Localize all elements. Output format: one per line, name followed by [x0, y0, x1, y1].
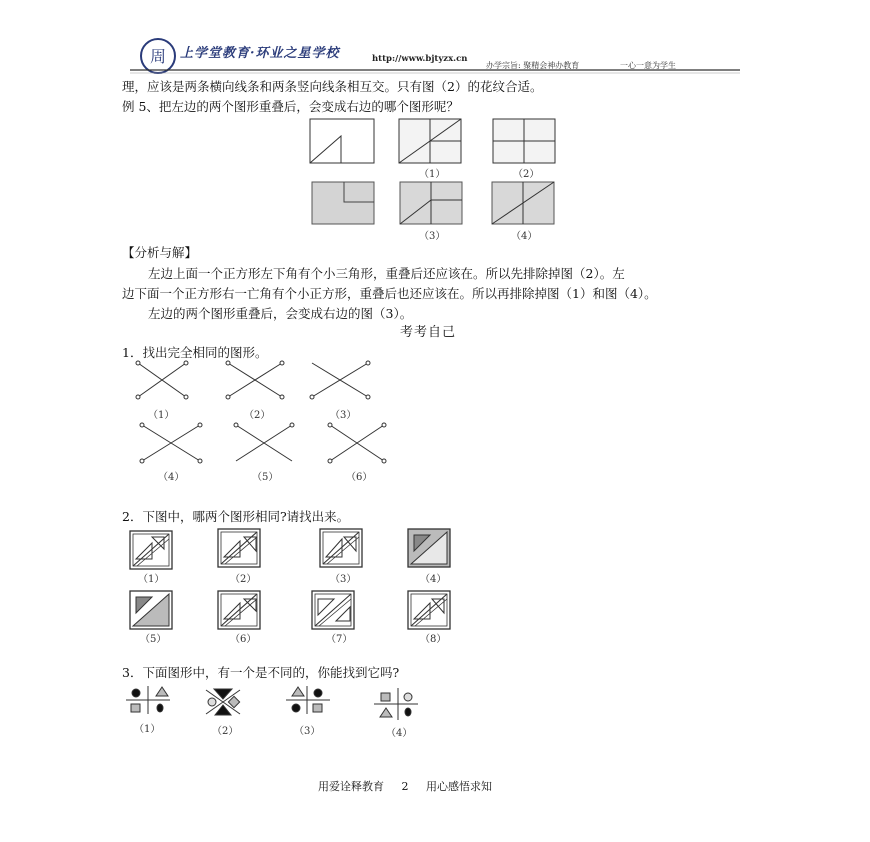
analysis-heading: 【分析与解】: [122, 245, 198, 260]
footer-right: 用心感悟求知: [426, 780, 492, 793]
header-motto-right: 一心一意为学生: [620, 61, 676, 70]
q1-label-2: （2）: [244, 410, 271, 421]
intro-line: 理，应该是两条横向线条和两条竖向线条相互交。只有图（2）的花纹合适。: [122, 79, 543, 94]
q1-figure-1: [136, 361, 188, 399]
q1-figure-6: [328, 423, 386, 463]
school-name: 上学堂教育·环业之星学校: [180, 46, 340, 61]
q1-label-4: （4）: [158, 472, 185, 483]
ex5-option-3-figure: [400, 182, 462, 224]
q3-label-1: （1）: [134, 724, 161, 735]
q2-figure-7: [312, 591, 354, 629]
q2-figure-2: [218, 529, 260, 567]
analysis-para1a: 左边上面一个正方形左下角有个小三角形，重叠后还应该在。所以先排除掉图（2）。左: [148, 266, 625, 281]
example5-question: 例 5、把左边的两个图形重叠后，会变成右边的哪个图形呢？: [122, 99, 459, 114]
ex5-label-3: （3）: [419, 231, 446, 242]
q1-label-6: （6）: [346, 472, 373, 483]
q2-figure-3: [320, 529, 362, 567]
q3-text: 3．下面图形中，有一个是不同的，你能找到它吗?: [122, 665, 400, 680]
q2-figure-5: [130, 591, 172, 629]
header-rule: [0, 66, 870, 76]
ex5-label-4: （4）: [511, 231, 538, 242]
q1-figure-4: [140, 423, 202, 463]
svg-text:周: 周: [149, 47, 167, 66]
q2-figure-1: [130, 531, 172, 569]
q2-label-8: （8）: [420, 634, 447, 645]
ex5-label-2: （2）: [513, 169, 540, 180]
q1-text: 1．找出完全相同的图形。: [122, 345, 268, 360]
q2-label-3: （3）: [330, 574, 357, 585]
section-title: 考考自己: [400, 325, 457, 340]
q3-figure-4: [374, 688, 418, 720]
q1-figure-3: [310, 361, 370, 399]
q2-figure-6: [218, 591, 260, 629]
q1-label-1: （1）: [148, 410, 175, 421]
footer-page-number: 2: [401, 780, 409, 793]
header-motto-left: 办学宗旨: 聚精会神办教育: [486, 61, 580, 70]
ex5-left-top-figure: [310, 119, 374, 163]
q2-label-1: （1）: [138, 574, 165, 585]
q2-label-4: （4）: [420, 574, 447, 585]
q1-label-5: （5）: [252, 472, 279, 483]
q1-figure-2: [226, 361, 284, 399]
q2-label-7: （7）: [326, 634, 353, 645]
q3-label-3: （3）: [294, 726, 321, 737]
ex5-option-4-figure: [492, 182, 554, 224]
q3-figure-1: [126, 686, 170, 714]
q3-figure-2: [206, 689, 240, 715]
q3-figure-3: [286, 686, 330, 714]
q2-label-2: （2）: [230, 574, 257, 585]
q1-figures: [0, 355, 870, 485]
footer-left: 用爱诠释教育: [318, 780, 384, 793]
ex5-label-1: （1）: [419, 169, 446, 180]
ex5-option-1-figure: [399, 119, 461, 163]
header-url: http://www.bjtyzx.cn: [372, 54, 468, 64]
q2-text: 2．下图中，哪两个图形相同?请找出来。: [122, 509, 350, 524]
ex5-left-bottom-figure: [312, 182, 374, 224]
q2-label-5: （5）: [140, 634, 167, 645]
page-footer: [318, 778, 492, 794]
ex5-option-2-figure: [493, 119, 555, 163]
analysis-para2: 左边的两个图形重叠后，会变成右边的图（3）。: [148, 306, 413, 321]
q3-label-4: （4）: [386, 728, 413, 739]
q3-label-2: （2）: [212, 726, 239, 737]
q2-label-6: （6）: [230, 634, 257, 645]
q1-figure-5: [234, 423, 294, 461]
q2-figure-4: [408, 529, 450, 567]
analysis-para1b: 边下面一个正方形右一亡角有个小正方形，重叠后也还应该在。所以再排除掉图（1）和图（4）。: [122, 286, 657, 301]
q3-figures: [0, 684, 870, 744]
q2-figure-8: [408, 591, 450, 629]
q1-label-3: （3）: [330, 410, 357, 421]
